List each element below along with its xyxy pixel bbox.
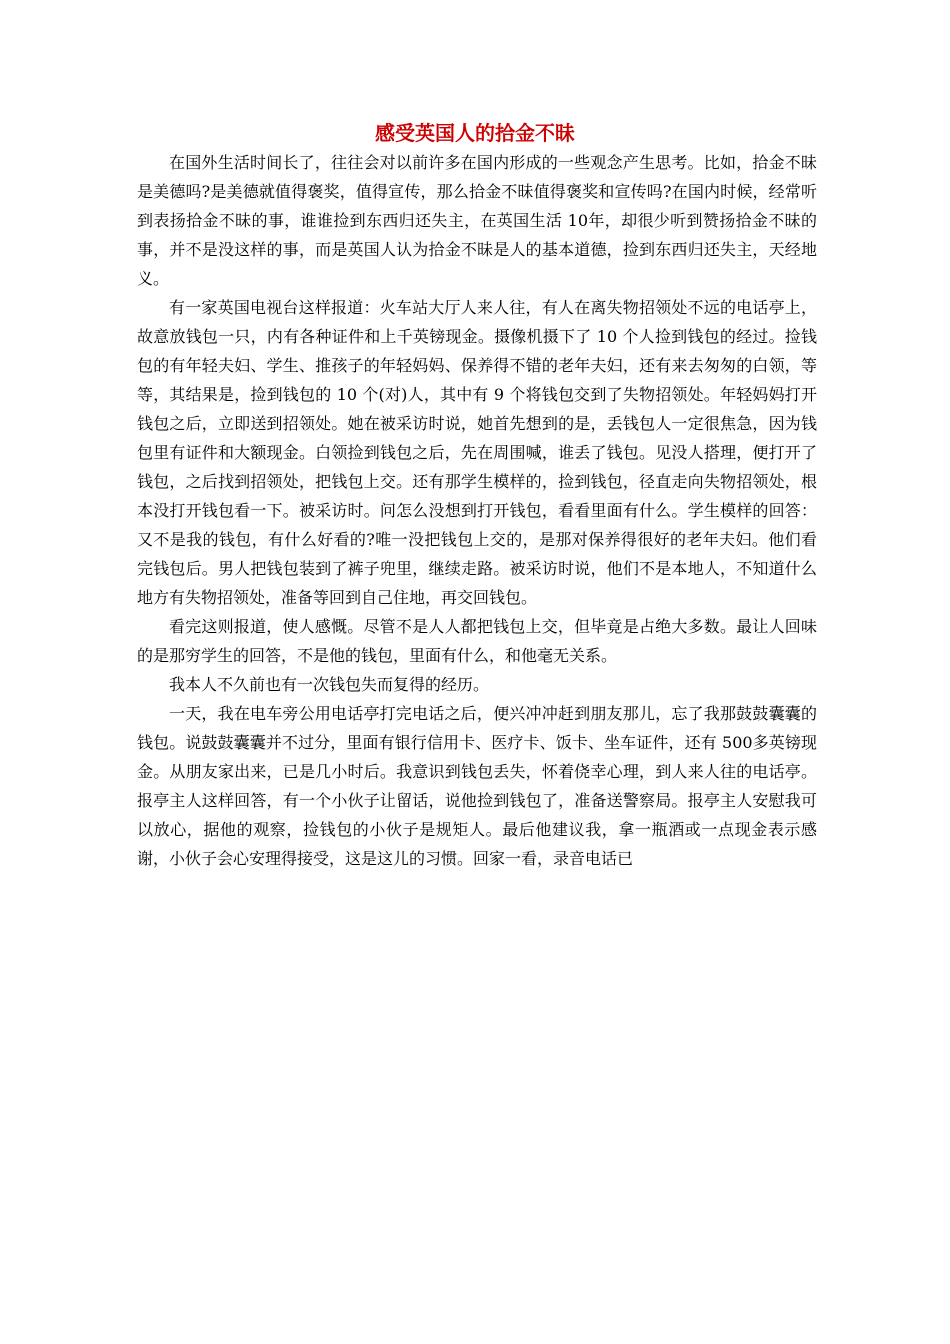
document-title: 感受英国人的拾金不昧 — [375, 121, 575, 145]
paragraph-2: 有一家英国电视台这样报道：火车站大厅人来人往，有人在离失物招领处不远的电话亭上，故意放钱包一只，内有各种证件和上千英镑现金。摄像机摄下了 10 个人捡到钱包的经过。捡钱包的有年轻夫妇、学生、推孩子的年轻妈妈、保养得不错的老年夫妇，还有来去匆匆的白领，等等，其结果是，捡到钱包的 10 个(对)人，其中有 9 个将钱包交到了失物招领处。年轻妈妈打开钱包之后，立即送到招领处。她在被采访时说，她首先想到的是，丢钱包人一定很焦急，因为钱包里有证件和大额现金。白领捡到钱包之后，先在周围喊，谁丢了钱包。见没人搭理，便打开了钱包，之后找到招领处，把钱包上交。还有那学生模样的，捡到钱包，径直走向失物招领处，根本没打开钱包看一下。被采访时。问怎么没想到打开钱包，看看里面有什么。学生模样的回答：又不是我的钱包，有什么好看的?唯一没把钱包上交的，是那对保养得很好的老年夫妇。他们看完钱包后。男人把钱包装到了裤子兜里，继续走路。被采访时说，他们不是本地人，不知道什么地方有失物招领处，准备等回到自己住地，再交回钱包。 — [137, 298, 817, 607]
paragraph-1: 在国外生活时间长了，往往会对以前许多在国内形成的一些观念产生思考。比如，拾金不昧是美德吗?是美德就值得褒奖，值得宣传，那么拾金不昧值得褒奖和宣传吗?在国内时候，经常听到表扬拾金不昧的事，谁谁捡到东西归还失主，在英国生活 10年，却很少听到赞扬拾金不昧的事，并不是没这样的事，而是英国人认为拾金不昧是人的基本道德，捡到东西归还失主，天经地义。 — [137, 153, 817, 288]
paragraph-3: 看完这则报道，使人感慨。尽管不是人人都把钱包上交，但毕竟是占绝大多数。最让人回味的是那穷学生的回答，不是他的钱包，里面有什么，和他毫无关系。 — [137, 617, 817, 665]
document-body — [137, 148, 817, 873]
paragraph-4: 我本人不久前也有一次钱包失而复得的经历。 — [169, 675, 490, 694]
paragraph-5: 一天，我在电车旁公用电话亭打完电话之后，便兴冲冲赶到朋友那儿，忘了我那鼓鼓囊囊的钱包。说鼓鼓囊囊并不过分，里面有银行信用卡、医疗卡、饭卡、坐车证件，还有 500多英镑现金。从朋友家出来，已是几小时后。我意识到钱包丢失，怀着侥幸心理，到人来人往的电话亭。报亭主人这样回答，有一个小伙子让留话，说他捡到钱包了，准备送警察局。报亭主人安慰我可以放心，据他的观察，捡钱包的小伙子是规矩人。最后他建议我，拿一瓶酒或一点现金表示感谢，小伙子会心安理得接受，这是这儿的习惯。回家一看，录音电话已 — [137, 704, 817, 868]
